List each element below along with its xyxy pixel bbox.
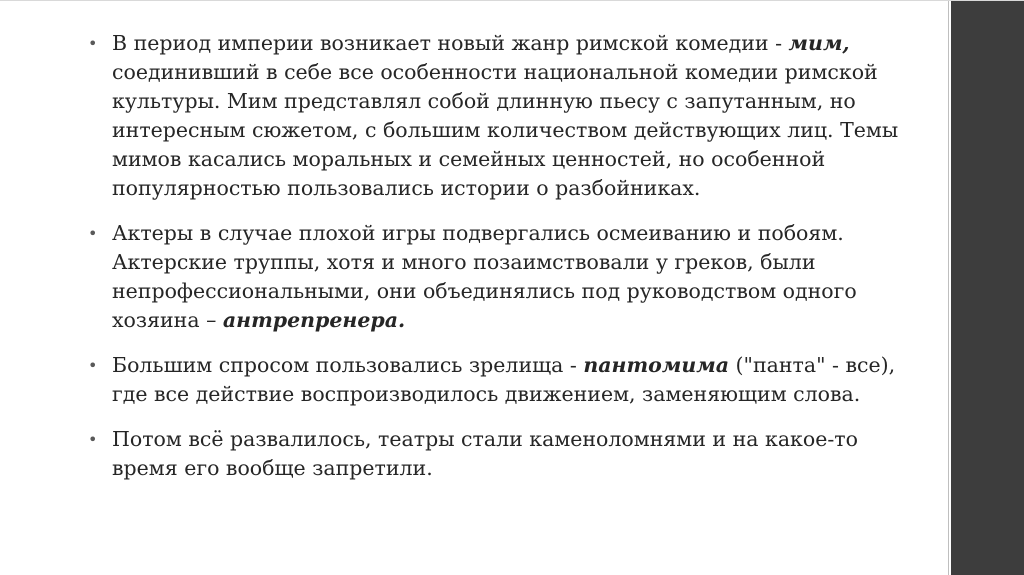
bullet-icon: • <box>88 34 98 53</box>
bullet-text: Большим спросом пользовались зрелища - <box>112 353 584 377</box>
bullet-icon: • <box>88 356 98 375</box>
bullet-icon: • <box>88 430 98 449</box>
bullet-text: В период империи возникает новый жанр римской комедии - <box>112 31 789 55</box>
term-impresario: антрепренера. <box>222 308 406 332</box>
bullet-item <box>84 29 924 203</box>
term-pantomime: пантомима <box>583 353 730 377</box>
side-bar <box>951 1 1024 575</box>
bullet-list <box>84 29 924 483</box>
bullet-item <box>84 351 924 409</box>
bullet-item <box>84 425 924 483</box>
bullet-icon: • <box>88 224 98 243</box>
bullet-item <box>84 219 924 335</box>
bullet-text: Актеры в случае плохой игры подвергались осмеиванию и побоям. Актерские труппы, хотя и много позаимствовали у греков, были непрофессиональными, они объединялись под руководством одного хозяина – <box>112 221 857 332</box>
slide-body <box>84 29 924 499</box>
side-divider <box>948 1 949 575</box>
bullet-text: Потом всё развалилось, театры стали каменоломнями и на какое-то время его вообще запретили. <box>112 427 858 480</box>
bullet-text: ("панта" - все), где все действие воспроизводилось движением, заменяющим слова. <box>112 353 896 406</box>
term-mim: мим, <box>788 31 850 55</box>
bullet-text: соединивший в себе все особенности национальной комедии римской культуры. Мим представлял собой длинную пьесу с запутанным, но интересным сюжетом, с большим количеством действующих лиц. Темы мимов касались моральных и семейных ценностей, но особенной популярностью пользовались истории о разбойниках. <box>112 60 899 200</box>
